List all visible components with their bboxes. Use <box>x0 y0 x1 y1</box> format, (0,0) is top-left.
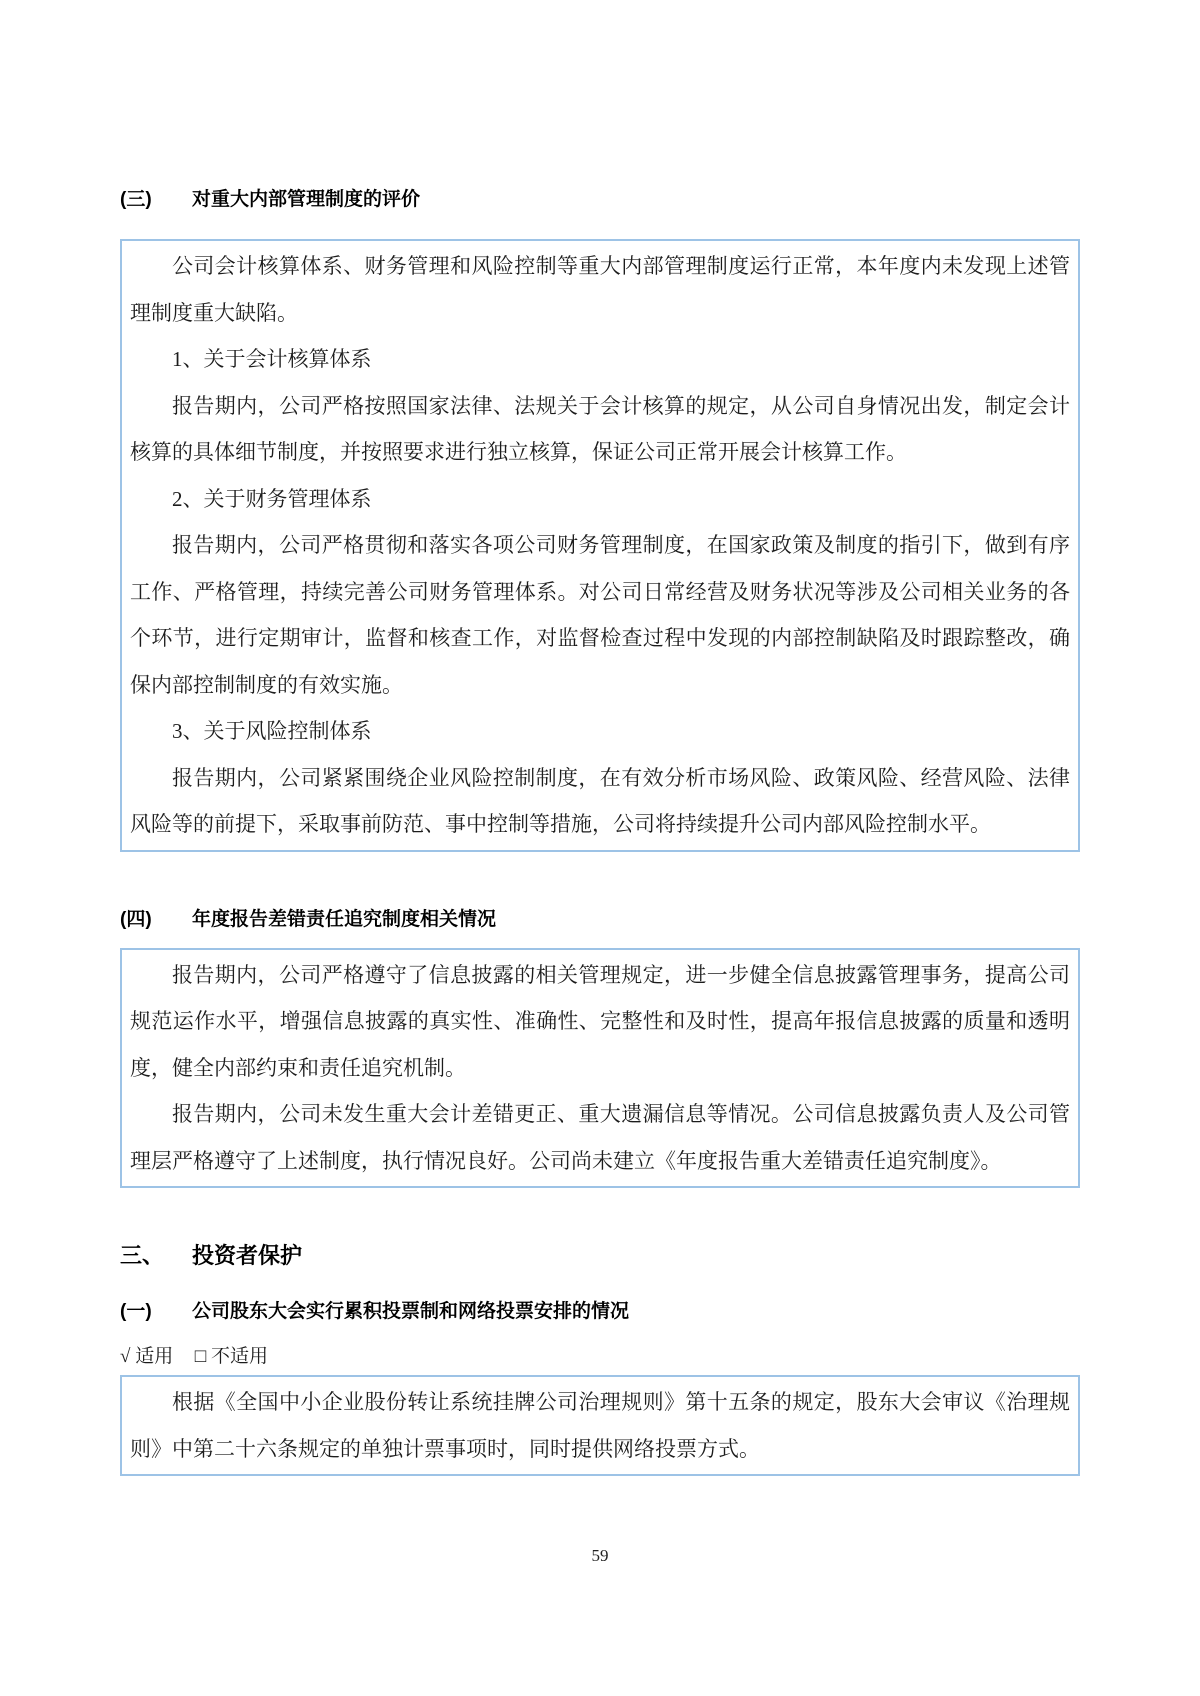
checkbox-empty-icon: □ <box>194 1346 207 1367</box>
paragraph: 报告期内，公司紧紧围绕企业风险控制制度，在有效分析市场风险、政策风险、经营风险、法律风险等的前提下，采取事前防范、事中控制等措施，公司将持续提升公司内部风险控制水平。 <box>130 765 1070 836</box>
paragraph: 公司会计核算体系、财务管理和风险控制等重大内部管理制度运行正常，本年度内未发现上述管理制度重大缺陷。 <box>130 254 1070 325</box>
heading-title: 投资者保护 <box>192 1243 303 1268</box>
applicability-line <box>120 1344 1080 1370</box>
paragraph: 2、关于财务管理体系 <box>172 486 372 511</box>
document-content <box>120 0 1080 1476</box>
heading-section-1 <box>120 1298 1080 1326</box>
heading-chapter-3 <box>120 1240 1080 1272</box>
paragraph: 1、关于会计核算体系 <box>172 347 372 371</box>
not-applicable-label: 不适用 <box>210 1346 268 1367</box>
page-number: 59 <box>591 1546 609 1565</box>
paragraph: 报告期内，公司未发生重大会计差错更正、重大遗漏信息等情况。公司信息披露负责人及公司管理层严格遵守了上述制度，执行情况良好。公司尚未建立《年度报告重大差错责任追究制度》。 <box>130 1102 1070 1173</box>
heading-section-4 <box>120 906 1080 934</box>
paragraph: 报告期内，公司严格贯彻和落实各项公司财务管理制度，在国家政策及制度的指引下，做到有序工作、严格管理，持续完善公司财务管理体系。对公司日常经营及财务状况等涉及公司相关业务的各个环节，进行定期审计，监督和核查工作，对监督检查过程中发现的内部控制缺陷及时跟踪整改，确保内部控制制度的有效实施。 <box>130 533 1070 697</box>
heading-number: (三) <box>120 189 152 210</box>
check-mark-icon: √ <box>120 1346 131 1367</box>
paragraph: 3、关于风险控制体系 <box>172 719 372 743</box>
heading-title: 年度报告差错责任追究制度相关情况 <box>192 908 497 930</box>
heading-title: 对重大内部管理制度的评价 <box>192 189 421 210</box>
heading-number: (四) <box>120 908 152 930</box>
internal-control-evaluation-box <box>120 239 1080 852</box>
heading-number: (一) <box>120 1301 152 1322</box>
heading-section-3 <box>120 186 1080 214</box>
error-accountability-box <box>120 948 1080 1189</box>
cumulative-voting-box <box>120 1375 1080 1476</box>
paragraph: 报告期内，公司严格遵守了信息披露的相关管理规定，进一步健全信息披露管理事务，提高公司规范运作水平，增强信息披露的真实性、准确性、完整性和及时性，提高年报信息披露的质量和透明度，健全内部约束和责任追究机制。 <box>130 962 1070 1080</box>
paragraph: 报告期内，公司严格按照国家法律、法规关于会计核算的规定，从公司自身情况出发，制定会计核算的具体细节制度，并按照要求进行独立核算，保证公司正常开展会计核算工作。 <box>130 393 1070 464</box>
paragraph: 根据《全国中小企业股份转让系统挂牌公司治理规则》第十五条的规定，股东大会审议《治理规则》中第二十六条规定的单独计票事项时，同时提供网络投票方式。 <box>130 1390 1070 1461</box>
applicable-label: 适用 <box>135 1346 174 1367</box>
heading-title: 公司股东大会实行累积投票制和网络投票安排的情况 <box>192 1301 630 1322</box>
heading-number: 三、 <box>120 1243 165 1268</box>
